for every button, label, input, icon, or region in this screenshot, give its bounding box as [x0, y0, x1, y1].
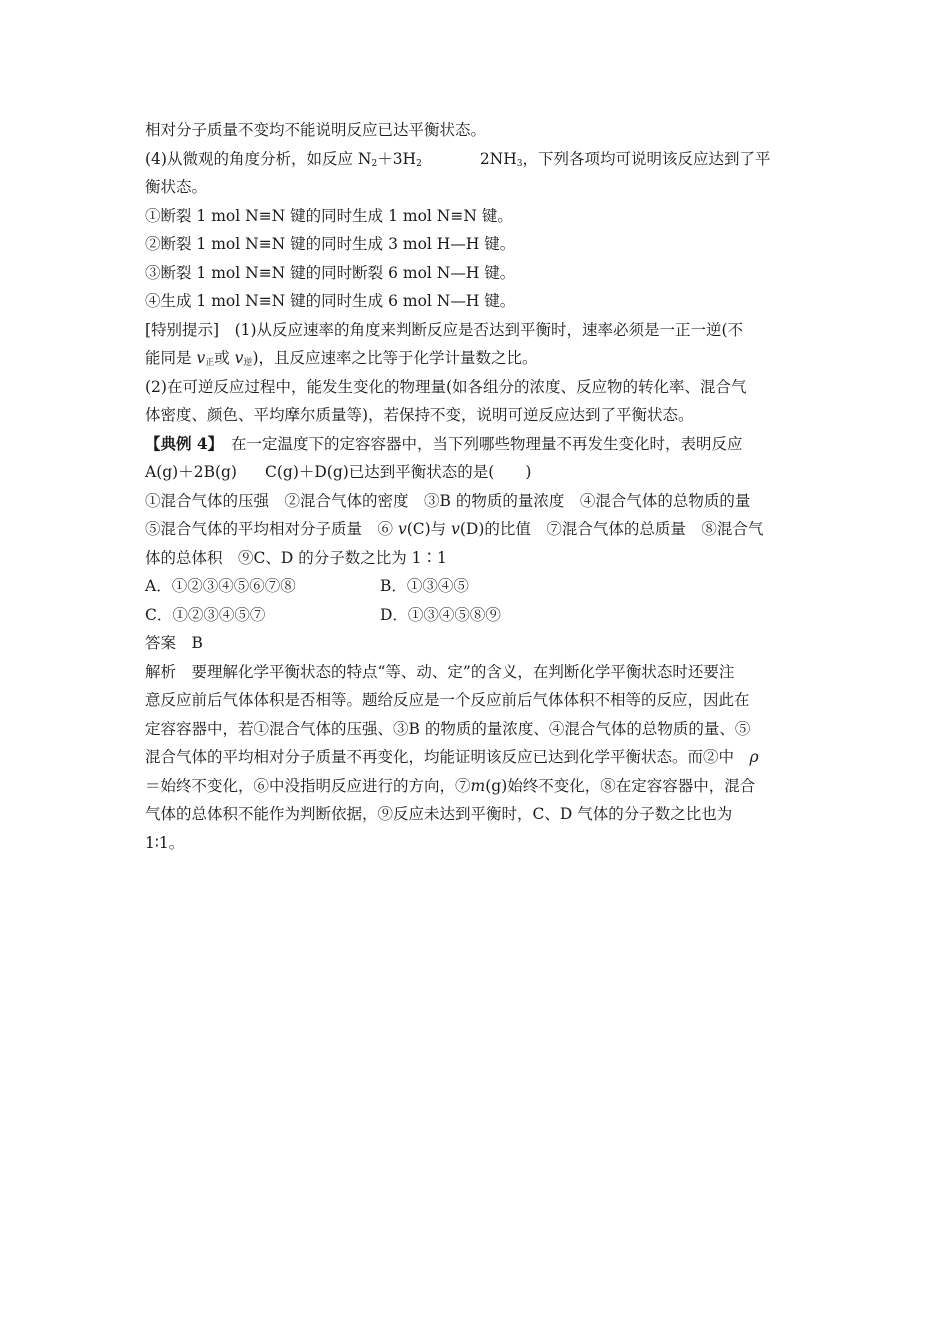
text: 衡状态。 — [145, 178, 208, 196]
text: ④生成 1 mol N≡N 键的同时生成 6 mol N—H 键。 — [145, 292, 516, 310]
text: ＋3H — [377, 149, 417, 168]
text: ＝始终不变化，⑥中没指明反应进行的方向，⑦ — [145, 776, 471, 795]
document-body — [145, 116, 815, 857]
explanation-line — [145, 772, 815, 801]
text: 定容容器中，若①混合气体的压强、③B 的物质的量浓度、④混合气体的总物质的量、⑤ — [145, 719, 751, 738]
text: (C)与 — [406, 520, 452, 538]
explanation-line — [145, 800, 815, 829]
text: 2NH — [479, 149, 517, 168]
variable: ρ — [749, 748, 759, 766]
variable: v — [196, 349, 206, 367]
tip-line — [145, 401, 815, 430]
answer: 答案 B — [145, 634, 203, 652]
text: 或 — [214, 349, 235, 367]
text: (D)的比值 ⑦混合气体的总质量 ⑧混合气 — [459, 520, 764, 538]
variable: v — [451, 520, 460, 538]
options-row — [145, 601, 815, 630]
example-reaction — [145, 458, 815, 487]
subscript: 2 — [416, 158, 422, 169]
condition-line — [145, 544, 815, 573]
explanation-line — [145, 743, 815, 772]
option-c: C．①②③④⑤⑦ — [145, 605, 266, 624]
list-item — [145, 287, 815, 316]
text: 意反应前后气体体积是否相等。题给反应是一个反应前后气体体积不相等的反应，因此在 — [145, 691, 750, 709]
text: ③断裂 1 mol N≡N 键的同时断裂 6 mol N—H 键。 — [145, 263, 516, 282]
list-item — [145, 202, 815, 231]
text: 能同是 — [145, 349, 197, 367]
subscript: 正 — [205, 358, 215, 368]
condition-line — [145, 487, 815, 516]
text: ②断裂 1 mol N≡N 键的同时生成 3 mol H—H 键。 — [145, 235, 516, 253]
text: 在一定温度下的定容容器中，当下列哪些物理量不再发生变化时，表明反应 — [215, 434, 743, 453]
text: 体密度、颜色、平均摩尔质量等)，若保持不变，说明可逆反应达到了平衡状态。 — [145, 406, 694, 424]
text-line — [145, 173, 815, 202]
variable: v — [397, 520, 407, 538]
text: [特别提示] (1)从反应速率的角度来判断反应是否达到平衡时，速率必须是一正一逆(不 — [145, 320, 744, 339]
text-line — [145, 116, 815, 145]
text: 1∶1。 — [145, 833, 185, 852]
text: (2)在可逆反应过程中，能发生变化的物理量(如各组分的浓度、反应物的转化率、混合气 — [145, 377, 747, 396]
tip-line — [145, 316, 815, 345]
list-item — [145, 230, 815, 259]
explanation-line — [145, 829, 815, 858]
subscript: 逆 — [243, 358, 253, 368]
subscript: 2 — [371, 158, 378, 169]
list-item — [145, 259, 815, 288]
text: 解析 要理解化学平衡状态的特点“等、动、定”的含义，在判断化学平衡状态时还要注 — [145, 662, 735, 681]
variable: v — [234, 349, 244, 367]
text: 相对分子质量不变均不能说明反应已达平衡状态。 — [145, 121, 487, 139]
option-b: B．①③④⑤ — [380, 577, 469, 595]
text: 混合气体的平均相对分子质量不再变化，均能证明该反应已达到化学平衡状态。而②中 — [145, 748, 750, 766]
text: (g)始终不变化，⑧在定容容器中，混合 — [485, 776, 756, 795]
text: ，下列各项均可说明该反应达到了平 — [522, 149, 771, 168]
tip-line — [145, 344, 815, 373]
options-row — [145, 572, 815, 601]
example-heading — [145, 430, 815, 459]
option-d: D．①③④⑤⑧⑨ — [380, 605, 501, 624]
option-a: A．①②③④⑤⑥⑦⑧ — [145, 577, 296, 595]
subscript: 3 — [516, 158, 523, 169]
text: A(g)＋2B(g) — [145, 463, 237, 481]
text: C(g)＋D(g)已达到平衡状态的是( ) — [264, 463, 532, 481]
text: 体的总体积 ⑨C、D 的分子数之比为 1∶1 — [145, 548, 447, 567]
explanation-line — [145, 686, 815, 715]
explanation-line — [145, 715, 815, 744]
text: ⑤混合气体的平均相对分子质量 ⑥ — [145, 520, 398, 538]
text: 气体的总体积不能作为判断依据，⑨反应未达到平衡时，C、D 气体的分子数之比也为 — [145, 805, 733, 823]
text: (4)从微观的角度分析，如反应 N — [145, 149, 372, 168]
variable: m — [470, 776, 486, 795]
answer-line — [145, 629, 815, 658]
example-label: 【典例 4】 — [145, 433, 216, 453]
condition-line — [145, 515, 815, 544]
text: ①断裂 1 mol N≡N 键的同时生成 1 mol N≡N 键。 — [145, 206, 513, 225]
tip-line — [145, 373, 815, 402]
explanation-line — [145, 658, 815, 687]
text: ①混合气体的压强 ②混合气体的密度 ③B 的物质的量浓度 ④混合气体的总物质的量 — [145, 491, 751, 510]
text-line-reaction — [145, 145, 815, 174]
text: )，且反应速率之比等于化学计量数之比。 — [252, 349, 538, 367]
